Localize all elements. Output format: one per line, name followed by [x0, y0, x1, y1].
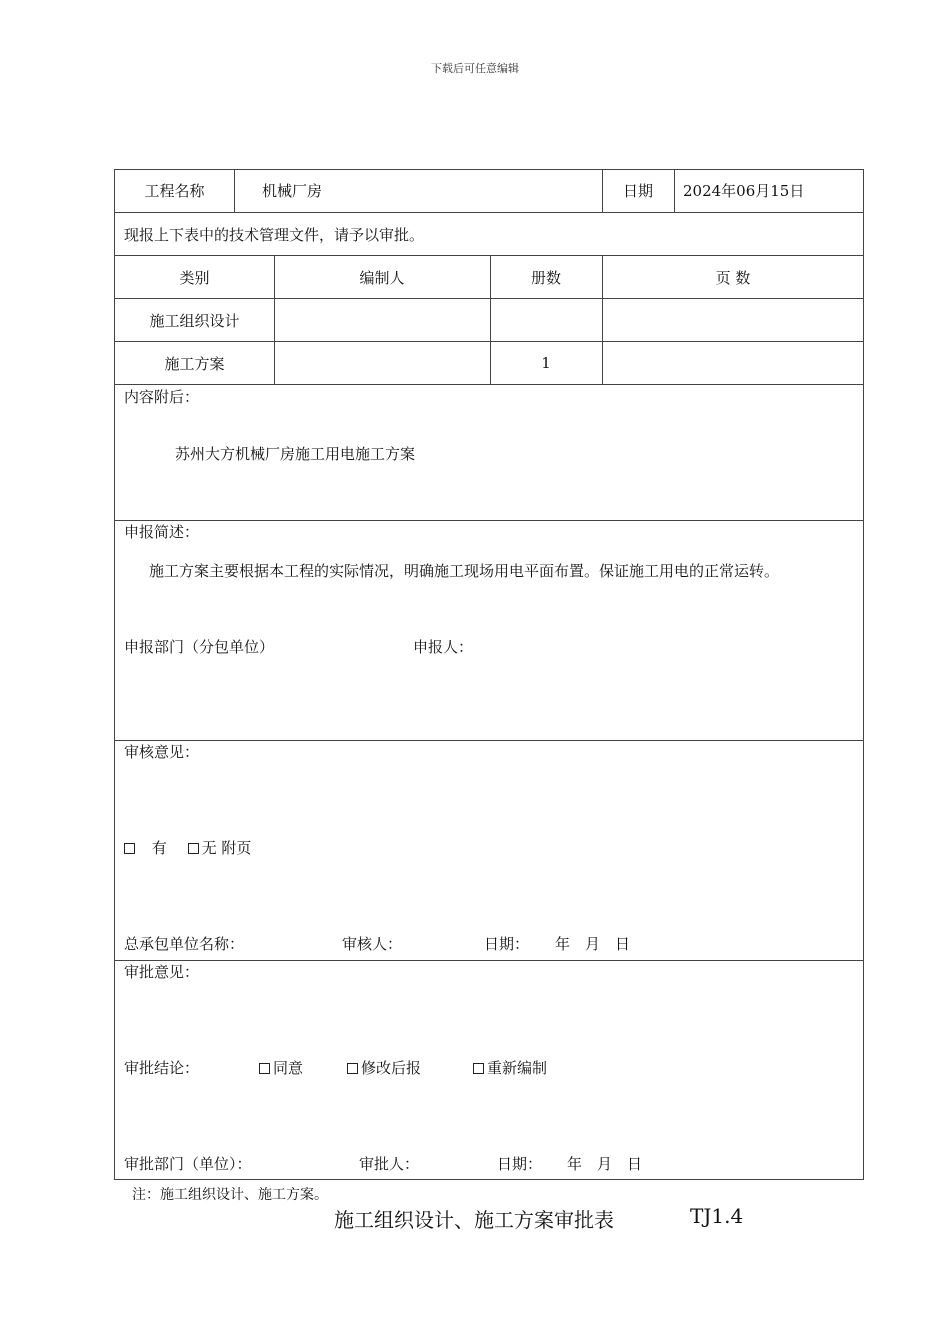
attachment-yes-label: 有 — [151, 839, 167, 857]
agree-checkbox[interactable] — [259, 1063, 270, 1074]
review-date-label: 日期： — [484, 935, 530, 953]
row2-category: 施工方案 — [164, 355, 225, 373]
report-text: 施工方案主要根据本工程的实际情况，明确施工现场用电平面布置。保证施工用电的正常运转。 — [149, 562, 780, 580]
contractor-label: 总承包单位名称： — [124, 935, 245, 953]
attachment-no-label: 无 附页 — [201, 839, 252, 857]
header-category: 类别 — [179, 269, 210, 287]
option-revise[interactable] — [347, 1059, 421, 1077]
approval-label: 审批意见： — [124, 963, 200, 981]
option-agree[interactable] — [259, 1059, 303, 1077]
recompile-label: 重新编制 — [487, 1059, 548, 1077]
header-note: 下载后可任意编辑 — [431, 62, 519, 75]
attachment-yes-checkbox[interactable] — [124, 843, 135, 854]
reviewer-label: 审核人： — [342, 935, 403, 953]
approval-dept-label: 审批部门（单位）： — [124, 1155, 252, 1173]
content-label: 内容附后： — [124, 388, 200, 406]
row1-category: 施工组织设计 — [149, 312, 240, 330]
report-dept-label: 申报部门（分包单位） — [124, 638, 275, 656]
footnote: 注：施工组织设计、施工方案。 — [132, 1187, 328, 1203]
col-divider — [674, 170, 675, 212]
intro-text: 现报上下表中的技术管理文件，请予以审批。 — [124, 226, 425, 244]
report-person-label: 申报人： — [413, 638, 474, 656]
col-divider — [234, 170, 235, 212]
row-divider — [115, 520, 863, 521]
date-label: 日期 — [622, 182, 653, 200]
review-date-placeholder: 年 月 日 — [555, 935, 631, 953]
content-text: 苏州大方机械厂房施工用电施工方案 — [175, 445, 416, 463]
row-divider — [115, 255, 863, 256]
row-divider — [115, 298, 863, 299]
row-divider — [115, 341, 863, 342]
approval-form — [114, 169, 864, 1180]
agree-label: 同意 — [273, 1059, 304, 1077]
approval-date-placeholder: 年 月 日 — [567, 1155, 643, 1173]
row2-volumes[interactable]: 1 — [541, 354, 551, 372]
row-divider — [115, 960, 863, 961]
date-value[interactable]: 2024年06月15日 — [683, 182, 805, 200]
row-divider — [115, 740, 863, 741]
header-pages: 页 数 — [715, 269, 751, 287]
form-title: 施工组织设计、施工方案审批表 — [334, 1208, 614, 1232]
project-name-label: 工程名称 — [144, 182, 205, 200]
revise-label: 修改后报 — [361, 1059, 422, 1077]
row-divider — [115, 384, 863, 385]
attachment-no-checkbox[interactable] — [188, 843, 199, 854]
approver-label: 审批人： — [359, 1155, 420, 1173]
option-recompile[interactable] — [473, 1059, 547, 1077]
report-label: 申报简述： — [124, 523, 200, 541]
recompile-checkbox[interactable] — [473, 1063, 484, 1074]
row-divider — [115, 212, 863, 213]
header-author: 编制人 — [359, 269, 405, 287]
revise-checkbox[interactable] — [347, 1063, 358, 1074]
conclusion-label: 审批结论： — [124, 1059, 200, 1077]
form-code: TJ1.4 — [690, 1204, 744, 1228]
review-label: 审核意见： — [124, 743, 200, 761]
header-volumes: 册数 — [530, 269, 561, 287]
project-name-value[interactable]: 机械厂房 — [262, 182, 323, 200]
approval-date-label: 日期： — [497, 1155, 543, 1173]
attachment-options — [124, 839, 251, 857]
